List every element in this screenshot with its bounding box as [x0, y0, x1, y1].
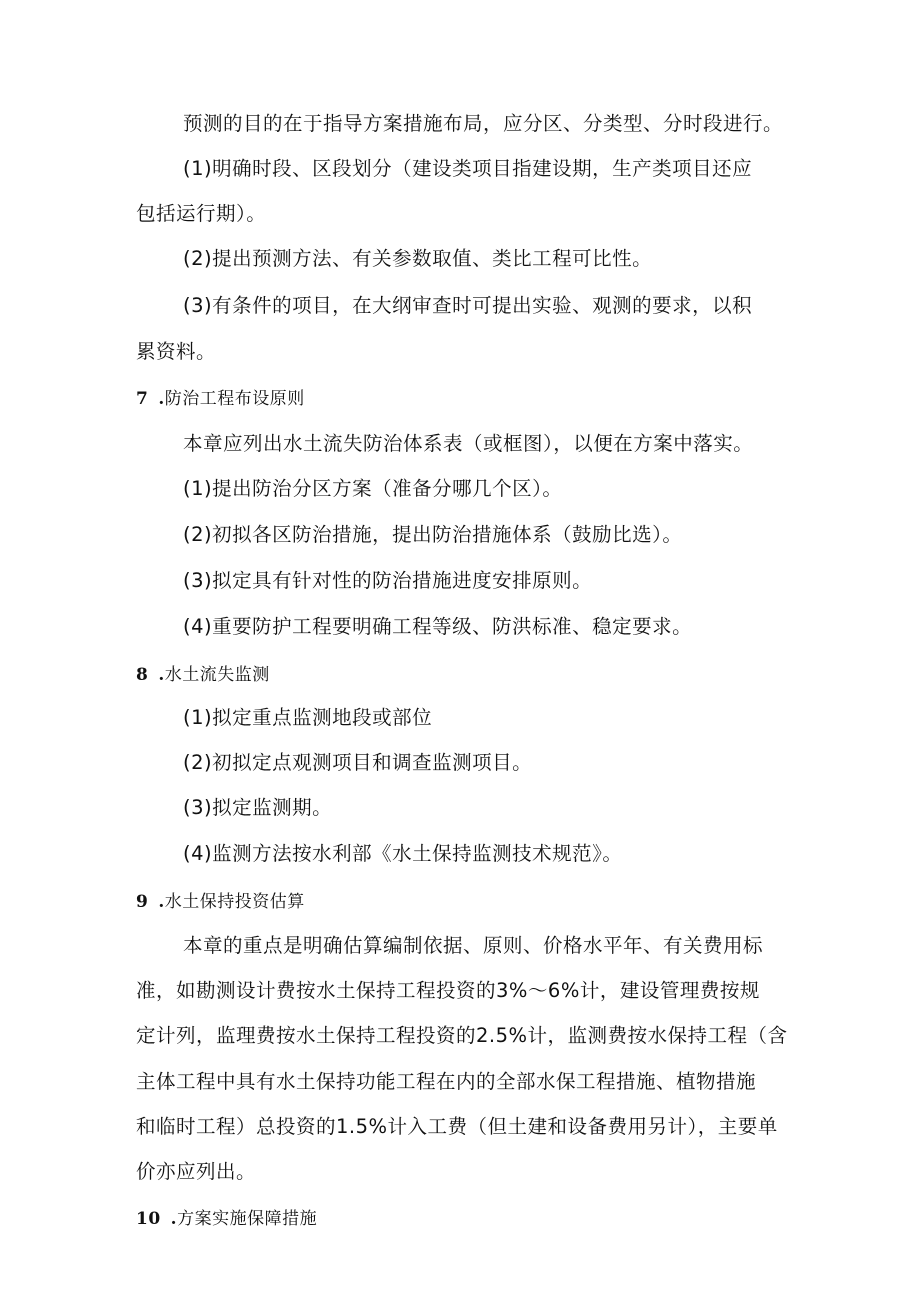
- section-separator: .: [170, 1209, 178, 1229]
- section-number: 7: [136, 389, 149, 409]
- paragraph-line: 价亦应列出。: [136, 1160, 257, 1183]
- list-item-line: (1)明确时段、区段划分（建设类项目指建设期，生产类项目还应: [183, 157, 753, 180]
- paragraph-line: 定计列，监理费按水土保持工程投资的2.5%计，监测费按水保持工程（含: [136, 1024, 788, 1047]
- section-separator: .: [158, 892, 165, 912]
- list-item-line: (1)拟定重点监测地段或部位: [183, 706, 433, 729]
- section-number: 9: [136, 892, 149, 912]
- paragraph-line: 准，如勘测设计费按水土保持工程投资的3%〜6%计，建设管理费按规: [136, 979, 760, 1002]
- paragraph-line: 本章的重点是明确估算编制依据、原则、价格水平年、有关费用标: [183, 934, 764, 957]
- section-number: 8: [136, 665, 149, 685]
- paragraph-line: 和临时工程）总投资的1.5%计入工费（但土建和设备费用另计），主要单: [136, 1115, 778, 1138]
- section-separator: .: [158, 665, 165, 685]
- list-item-line: (2)初拟各区防治措施，提出防治措施体系（鼓励比选）。: [183, 523, 683, 546]
- section-title: 水土保持投资估算: [164, 892, 305, 912]
- section-number: 10: [136, 1209, 161, 1229]
- section-title: 防治工程布设原则: [164, 389, 305, 409]
- section-heading-7: [136, 385, 305, 413]
- section-heading-9: [136, 888, 305, 916]
- section-title: 水土流失监测: [164, 665, 270, 685]
- list-item-line: (1)提出防治分区方案（准备分哪几个区）。: [183, 477, 563, 500]
- list-item-line: (3)拟定监测期。: [183, 796, 333, 819]
- paragraph-line: 本章应列出水土流失防治体系表（或框图），以便在方案中落实。: [183, 432, 754, 455]
- list-item-line: (4)重要防护工程要明确工程等级、防洪标准、稳定要求。: [183, 615, 693, 638]
- list-item-line: (3)有条件的项目，在大纲审查时可提出实验、观测的要求，以积: [183, 294, 753, 317]
- list-item-continuation: 包括运行期）。: [136, 202, 267, 225]
- paragraph-line: 主体工程中具有水土保持功能工程在内的全部水保工程措施、植物措施: [136, 1070, 757, 1093]
- list-item-line: (3)拟定具有针对性的防治措施进度安排原则。: [183, 569, 593, 592]
- section-title: 方案实施保障措施: [177, 1209, 318, 1229]
- list-item-line: (2)初拟定点观测项目和调查监测项目。: [183, 751, 533, 774]
- paragraph-line: 预测的目的在于指导方案措施布局，应分区、分类型、分时段进行。: [183, 112, 784, 135]
- section-heading-10: [136, 1205, 317, 1233]
- list-item-line: (2)提出预测方法、有关参数取值、类比工程可比性。: [183, 247, 653, 270]
- section-separator: .: [158, 389, 165, 409]
- list-item-continuation: 累资料。: [136, 340, 217, 363]
- section-heading-8: [136, 661, 270, 689]
- list-item-line: (4)监测方法按水利部《水土保持监测技术规范》。: [183, 842, 623, 865]
